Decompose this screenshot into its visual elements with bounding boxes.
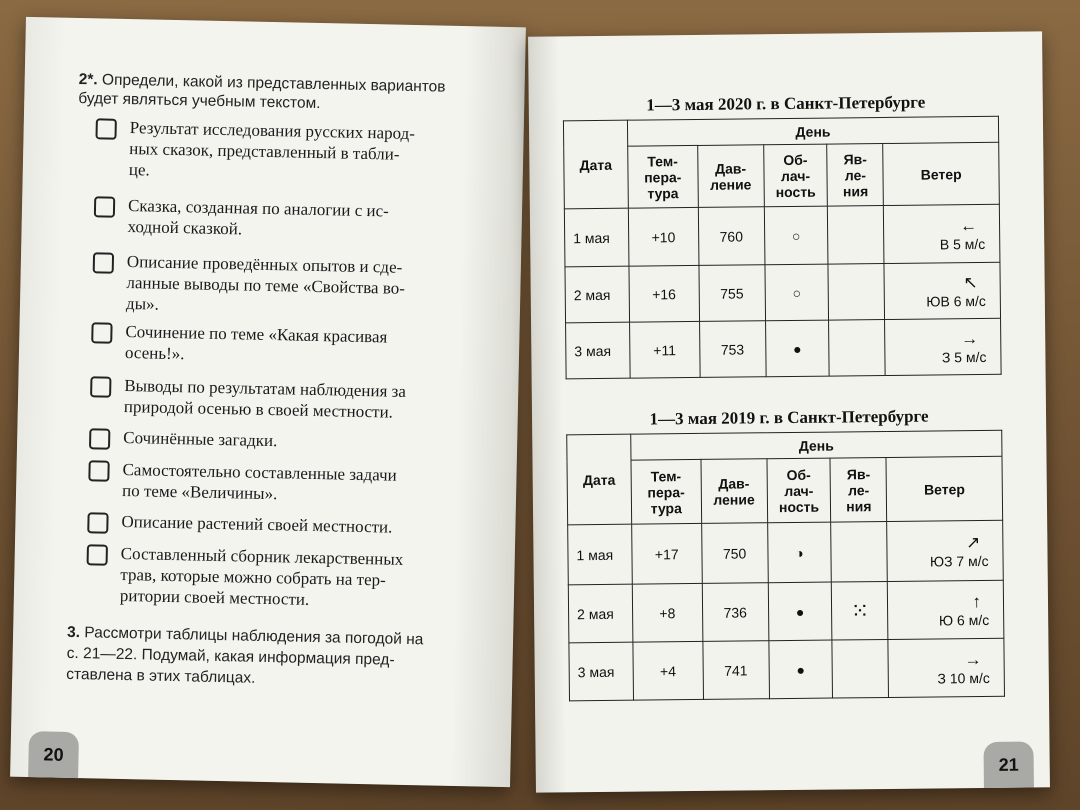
header-date: Дата <box>567 434 632 525</box>
option-9[interactable] <box>86 542 487 613</box>
option-line: по теме «Величины». <box>121 480 278 504</box>
cell-wind: → З 10 м/с <box>888 638 1004 697</box>
option-4[interactable] <box>91 320 492 370</box>
option-3[interactable] <box>92 250 493 321</box>
cloud-overcast-icon: ● <box>765 320 829 377</box>
wind-arrow-icon: ↗ <box>966 532 981 552</box>
cell-wind: ← В 5 м/с <box>884 204 1000 263</box>
option-line: Результат исследования русских народ- <box>129 118 416 144</box>
table-row <box>568 580 1004 643</box>
header-day: День <box>627 116 998 146</box>
option-6[interactable] <box>89 426 489 455</box>
question-2 <box>78 70 509 117</box>
option-line: Описание проведённых опытов и сде- <box>126 252 403 277</box>
cell-pressure: 741 <box>703 641 769 700</box>
weather-table-2019 <box>566 430 1005 702</box>
header-phenomena: Яв- ле- ния <box>827 144 884 207</box>
page-number: 21 <box>983 741 1033 788</box>
option-line: ланные выводы по теме «Свойства во- <box>126 273 406 298</box>
cell-pressure: 755 <box>699 265 765 322</box>
option-line: трав, которые можно собрать на тер- <box>120 564 386 590</box>
header-temp: Тем- пера- тура <box>631 459 702 524</box>
option-line: Выводы по результатам наблюдения за <box>124 375 407 401</box>
question-3-number: 3. <box>66 623 81 642</box>
cloud-partly-icon: ◑ <box>767 522 832 583</box>
wind-arrow-icon: ↑ <box>972 591 982 611</box>
cell-wind: → З 5 м/с <box>885 318 1001 375</box>
cell-wind: ↖ ЮВ 6 м/с <box>884 262 1000 319</box>
cell-date: 1 мая <box>564 208 628 267</box>
option-line: ды». <box>125 294 160 314</box>
cell-date: 1 мая <box>568 524 632 585</box>
cell-date: 2 мая <box>565 266 629 323</box>
option-line: природой осенью в своей местности. <box>123 396 394 422</box>
option-2[interactable] <box>93 194 494 244</box>
cell-date: 3 мая <box>569 642 633 701</box>
header-day: День <box>631 430 1002 460</box>
table-row <box>566 318 1002 379</box>
option-line: ных сказок, представленный в табли- <box>129 139 400 164</box>
question-2-line1: Определи, какой из представленных вариантов <box>101 71 446 96</box>
question-2-line2: будет являться учебным текстом. <box>78 89 321 113</box>
cell-phenomena <box>829 319 885 376</box>
header-date: Дата <box>563 120 628 209</box>
table-row <box>565 262 1001 323</box>
checkbox[interactable] <box>88 460 109 481</box>
option-line: Описание растений своей местности. <box>121 511 393 537</box>
cell-pressure: 736 <box>702 583 768 642</box>
cloud-overcast-icon: ● <box>768 640 832 699</box>
cell-phenomena <box>831 521 887 582</box>
wind-arrow-icon: → <box>961 328 979 348</box>
cell-wind: ↗ ЮЗ 7 м/с <box>887 520 1003 581</box>
cell-phenomena <box>828 205 884 264</box>
question-3-line: ставлена в этих таблицах. <box>66 665 256 687</box>
checkbox[interactable] <box>90 376 111 397</box>
cell-temp: +16 <box>629 265 699 322</box>
cell-pressure: 760 <box>698 207 764 266</box>
checkbox[interactable] <box>87 544 108 565</box>
option-line: осень!». <box>124 342 185 364</box>
cell-pressure: 750 <box>701 523 767 584</box>
header-pressure: Дав- ление <box>701 459 768 524</box>
rain-icon: ⁙ <box>832 581 888 640</box>
table-title: 1—3 мая 2019 г. в Санкт-Петербурге <box>649 406 929 429</box>
cloud-clear-icon: ○ <box>765 264 829 321</box>
question-3-line: с. 21—22. Подумай, какая информация пред- <box>66 644 395 669</box>
table-row <box>564 204 1000 267</box>
option-line: ходной сказкой. <box>127 217 243 239</box>
page-number: 20 <box>28 731 79 778</box>
cell-wind: ↑ Ю 6 м/с <box>888 580 1004 639</box>
checkbox[interactable] <box>91 322 112 343</box>
cell-pressure: 753 <box>699 321 765 378</box>
checkbox[interactable] <box>87 512 108 533</box>
option-line: Сказка, созданная по аналогии с ис- <box>127 196 390 221</box>
header-wind: Ветер <box>886 456 1002 521</box>
checkbox[interactable] <box>93 252 114 273</box>
right-page <box>528 31 1050 792</box>
cell-temp: +10 <box>628 207 698 266</box>
option-line: ритории своей местности. <box>119 585 310 609</box>
option-line: Сочинённые загадки. <box>123 427 278 451</box>
question-3 <box>66 622 497 694</box>
header-cloud: Об- лач- ность <box>767 458 832 523</box>
cell-temp: +17 <box>632 523 702 584</box>
option-line: Сочинение по теме «Какая красивая <box>125 322 388 347</box>
question-3-line: Рассмотри таблицы наблюдения за погодой на <box>84 624 424 649</box>
option-line: Составленный сборник лекарственных <box>120 543 404 569</box>
option-8[interactable] <box>87 510 487 539</box>
cell-date: 2 мая <box>568 584 632 643</box>
question-2-number: 2*. <box>78 70 98 89</box>
header-wind: Ветер <box>883 142 999 205</box>
option-line: це. <box>128 160 150 180</box>
checkbox[interactable] <box>89 428 110 449</box>
header-pressure: Дав- ление <box>697 145 764 208</box>
cell-temp: +4 <box>633 641 703 700</box>
wind-arrow-icon: ← <box>959 215 978 235</box>
cell-phenomena <box>828 263 884 320</box>
left-page <box>10 17 526 787</box>
cell-date: 3 мая <box>566 322 630 379</box>
table-row <box>569 638 1005 701</box>
table-title: 1—3 мая 2020 г. в Санкт-Петербурге <box>646 92 926 115</box>
header-temp: Тем- пера- тура <box>628 145 698 208</box>
cloud-clear-icon: ○ <box>764 206 828 265</box>
cell-phenomena <box>832 639 888 698</box>
weather-table-2020 <box>563 116 1002 380</box>
cell-temp: +8 <box>632 583 702 642</box>
option-7[interactable] <box>88 458 489 508</box>
table-row <box>568 520 1004 585</box>
checkbox[interactable] <box>94 196 115 217</box>
option-line: Самостоятельно составленные задачи <box>122 459 397 485</box>
cell-temp: +11 <box>629 321 699 378</box>
option-1[interactable] <box>95 116 496 187</box>
header-cloud: Об- лач- ность <box>763 144 828 207</box>
header-phenomena: Яв- ле- ния <box>830 457 887 522</box>
wind-arrow-icon: ↖ <box>963 272 978 292</box>
cloud-overcast-icon: ● <box>768 582 832 641</box>
checkbox[interactable] <box>95 118 116 139</box>
wind-arrow-icon: → <box>964 649 982 669</box>
option-5[interactable] <box>90 374 491 424</box>
